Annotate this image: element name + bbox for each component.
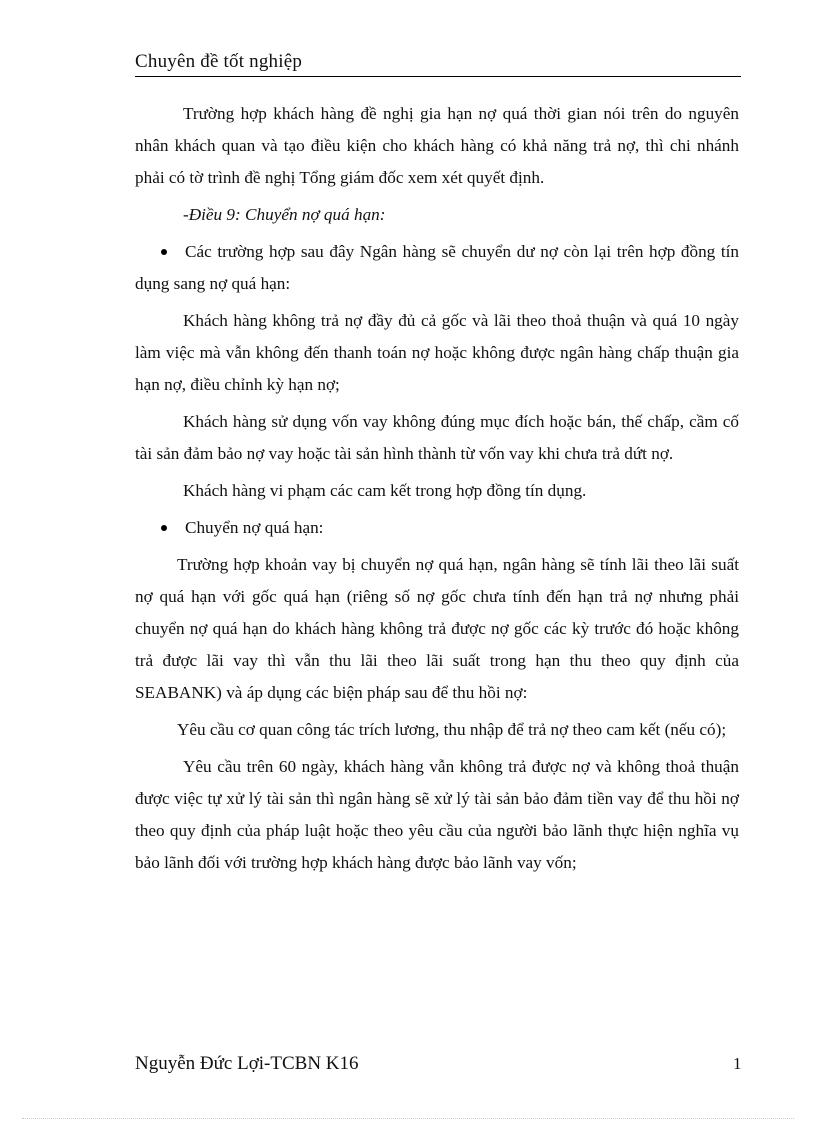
paragraph-not-paid: Khách hàng không trả nợ đầy đủ cả gốc và lãi theo thoả thuận và quá 10 ngày làm việc mà vẫn không đến thanh toán nợ hoặc không được ngân hàng chấp thuận gia hạn nợ, điều chỉnh kỳ hạn nợ; — [135, 311, 739, 394]
document-body — [135, 98, 739, 879]
bullet-text: Các trường hợp sau đây Ngân hàng sẽ chuyển dư nợ còn lại trên hợp đồng tín dụng sang nợ quá hạn: — [135, 242, 739, 293]
paragraph-collateral: Yêu cầu trên 60 ngày, khách hàng vẫn không trả được nợ và không thoả thuận được việc tự xử lý tài sản thì ngân hàng sẽ xử lý tài sản bảo đảm tiền vay để thu hồi nợ theo quy định của pháp luật hoặc theo yêu cầu của người bảo lãnh thực hiện nghĩa vụ bảo lãnh đối với trường hợp khách hàng được bảo lãnh vay vốn; — [135, 757, 739, 872]
paragraph-violation: Khách hàng vi phạm các cam kết trong hợp đồng tín dụng. — [183, 481, 587, 500]
paragraph-salary-deduction: Yêu cầu cơ quan công tác trích lương, thu nhập để trả nợ theo cam kết (nếu có); — [177, 720, 727, 739]
footer-author: Nguyễn Đức Lợi-TCBN K16 — [135, 1053, 359, 1074]
page-number: 1 — [733, 1054, 742, 1073]
paragraph-extension-request: Trường hợp khách hàng đề nghị gia hạn nợ quá thời gian nói trên do nguyên nhân khách quan và tạo điều kiện cho khách hàng có khả năng trả nợ, thì chi nhánh phải có tờ trình đề nghị Tổng giám đốc xem xét quyết định. — [135, 104, 739, 187]
paragraph-overdue-interest: Trường hợp khoản vay bị chuyển nợ quá hạn, ngân hàng sẽ tính lãi theo lãi suất nợ quá hạn với gốc quá hạn (riêng số nợ gốc chưa tính đến hạn trả nợ nhưng phải chuyển nợ quá hạn do khách hàng không trả được nợ gốc các kỳ trước đó hoặc không trả được lãi vay thì vẫn thu lãi theo lãi suất trong hạn thu theo quy định của SEABANK) và áp dụng các biện pháp sau để thu hồi nợ: — [135, 555, 739, 702]
bullet-text: Chuyển nợ quá hạn: — [185, 518, 324, 537]
bullet-item-transfer — [135, 512, 739, 544]
header-title: Chuyên đề tốt nghiệp — [135, 51, 303, 72]
page-header — [135, 50, 741, 77]
article-9-heading: -Điều 9: Chuyển nợ quá hạn: — [183, 205, 386, 224]
paragraph-misuse: Khách hàng sử dụng vốn vay không đúng mục đích hoặc bán, thế chấp, cầm cố tài sản đảm bảo nợ vay hoặc tài sản hình thành từ vốn vay khi chưa trả dứt nợ. — [135, 412, 739, 463]
bullet-icon — [161, 249, 167, 255]
bullet-item-overdue-cases — [135, 236, 739, 300]
bullet-icon — [161, 525, 167, 531]
page-bottom-divider — [22, 1118, 794, 1119]
